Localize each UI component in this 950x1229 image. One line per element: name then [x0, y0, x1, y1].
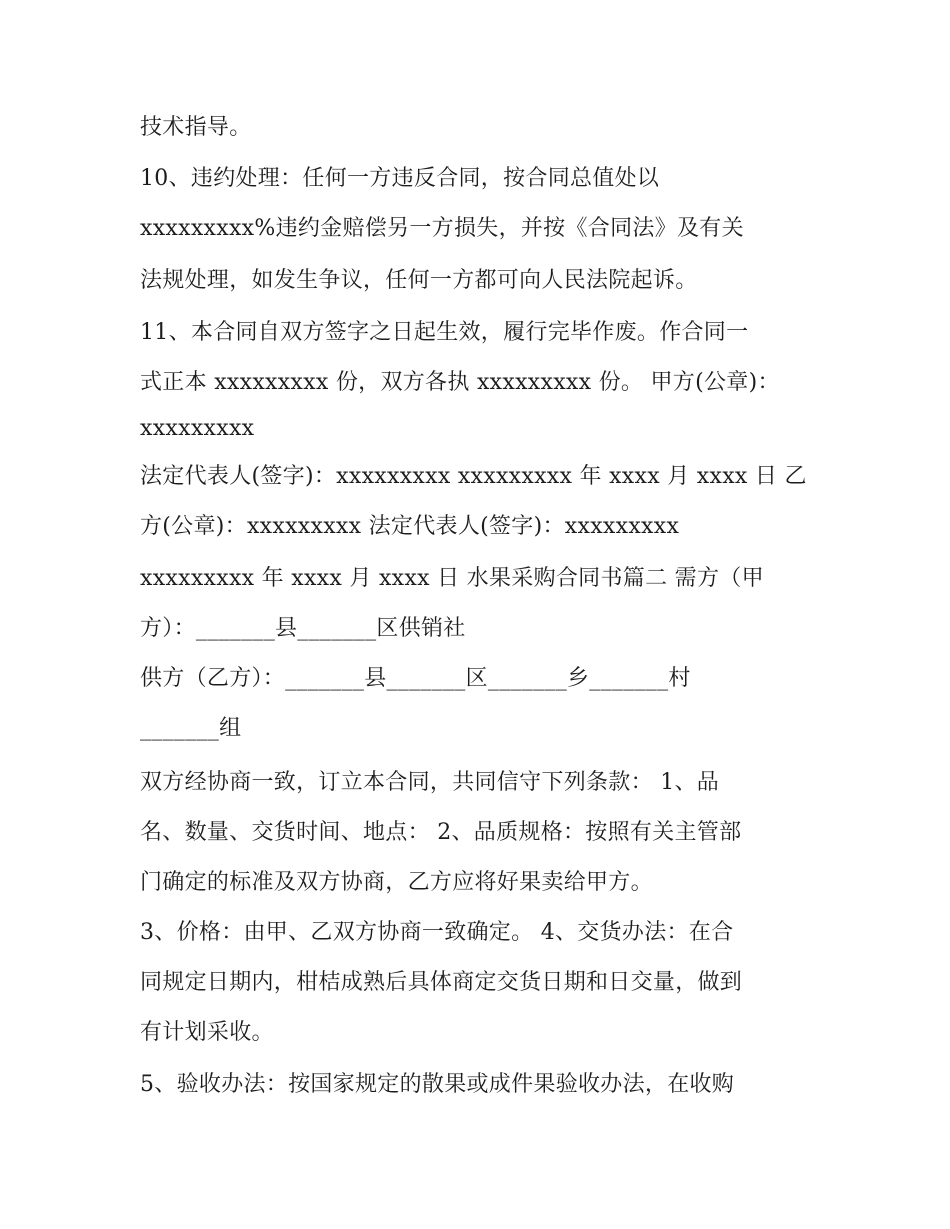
text-line-10: 方）：_______县_______区供销社	[140, 616, 466, 641]
text-line-6: xxxxxxxxx	[140, 416, 255, 441]
text-line-3: 法规处理，如发生争议，任何一方都可向人民法院起诉。	[140, 268, 698, 293]
text-line-14: 名、数量、交货时间、地点： 2、品质规格：按照有关主管部	[140, 820, 742, 845]
text-line-11: 供方（乙方）：_______县_______区_______乡_______村	[140, 666, 691, 691]
text-line-13: 双方经协商一致，订立本合同，共同信守下列条款： 1、品	[140, 770, 720, 795]
text-line-16: 3、价格：由甲、乙双方协商一致确定。 4、交货办法：在合	[140, 920, 734, 945]
text-line-0: 技术指导。	[140, 115, 252, 140]
text-line-2: xxxxxxxxx%违约金赔偿另一方损失，并按《合同法》及有关	[140, 216, 744, 241]
text-line-17: 同规定日期内，柑桔成熟后具体商定交货日期和日交量，做到	[140, 970, 743, 995]
text-line-1: 10、违约处理：任何一方违反合同，按合同总值处以	[140, 166, 660, 191]
text-line-19: 5、验收办法：按国家规定的散果或成件果验收办法，在收购	[140, 1072, 735, 1097]
text-line-12: _______组	[140, 716, 242, 741]
text-line-9: xxxxxxxxx 年 xxxx 月 xxxx 日 水果采购合同书篇二 需方（甲	[140, 566, 764, 591]
text-line-8: 方(公章)：xxxxxxxxx 法定代表人(签字)：xxxxxxxxx	[140, 514, 680, 539]
text-line-4: 11、本合同自双方签字之日起生效，履行完毕作废。作合同一	[140, 320, 749, 345]
text-line-15: 门确定的标准及双方协商，乙方应将好果卖给甲方。	[140, 870, 653, 895]
text-line-7: 法定代表人(签字)：xxxxxxxxx xxxxxxxxx 年 xxxx 月 xxxx 日 乙	[140, 464, 807, 489]
text-line-18: 有计划采收。	[140, 1020, 274, 1045]
text-line-5: 式正本 xxxxxxxxx 份，双方各执 xxxxxxxxx 份。 甲方(公章)：	[140, 370, 780, 395]
